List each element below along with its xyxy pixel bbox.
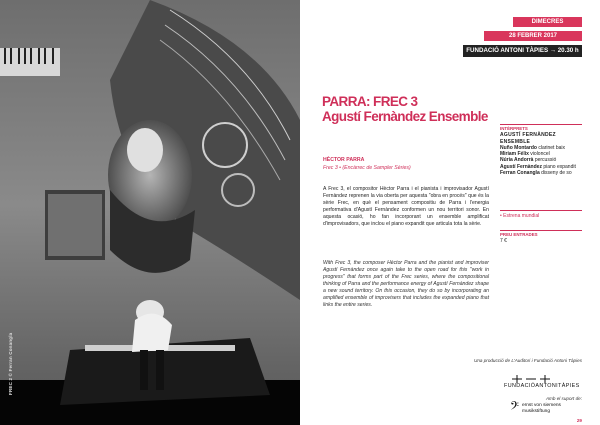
- bass-clef-icon: 𝄢: [510, 400, 520, 416]
- work-title: Frec 3 • (Encàrrec de Sampler Sèries): [323, 165, 411, 171]
- photo-credit: FREC 2 © Ferran Conangla: [8, 332, 13, 395]
- price-label: PREU ENTRADES: [500, 232, 538, 237]
- work-composer: HÈCTOR PARRA: [323, 157, 365, 163]
- sponsor-logo-text: [522, 403, 561, 415]
- member-role: piano expandit: [543, 163, 576, 170]
- page-number: 29: [576, 418, 582, 423]
- member-name: Agustí Fernàndez: [500, 163, 542, 170]
- member-role: disseny de so: [541, 170, 572, 177]
- member-role: violoncel: [530, 151, 550, 158]
- venue-time-badge: FUNDACIÓ ANTONI TÀPIES → 20.30 h: [463, 45, 582, 57]
- event-title-line1: PARRA: FREC 3: [322, 94, 418, 109]
- support-label: Amb el suport de:: [545, 396, 582, 401]
- date-badge: 28 FEBRER 2017: [484, 31, 582, 41]
- sponsor-line1: ernst von siemens: [522, 403, 561, 408]
- member-name: Ferran Conangla: [500, 170, 540, 177]
- production-credit: Una producció de L'Auditori i Fundació Antoni Tàpies: [474, 358, 582, 363]
- member-name: Núria Andorrà: [500, 157, 534, 164]
- performers-block: [500, 126, 582, 176]
- sponsor-line2: musikstiftung: [522, 409, 550, 414]
- member-name: Miriam Félix: [500, 151, 529, 158]
- price-block: [500, 232, 582, 245]
- premiere-note: • Estrena mundial: [500, 213, 540, 219]
- price-value: 7 €: [500, 238, 507, 245]
- member-name: Nuño Montardo: [500, 144, 537, 151]
- fundacio-tapies-name: FUNDACIÓANTONITÀPIES: [504, 383, 580, 389]
- member-role: percussió: [534, 157, 557, 164]
- performers-rule: [500, 124, 582, 125]
- event-title-line2: Agustí Fernàndez Ensemble: [322, 109, 488, 124]
- performers-label: INTÈRPRETS: [500, 126, 528, 131]
- description-english: With Frec 3, the composer Hèctor Parra and the pianist and improviser Agustí Fernàndez once again take to the open road for this "work in progress" that forms part of the Frec series, where the compositional thinking of Parra and the performance energy of Agustí Fernàndez shape a new sound territory. On this occasion, they do so by incorporating an amplified ensemble of improvisers that includes the expanded piano that links the entire series.: [323, 260, 489, 308]
- description-catalan: A Frec 3, el compositor Hèctor Parra i el pianista i improvisador Agustí Fernàndez reprenen la via oberta per aquesta "obra en procés" que és la sèrie Frec, en què el pensament compositiu de Parra i l'energia performativa d'Agustí Fernàndez conformen un nou territori sonor. En aquesta ocasió, ho fan incorporant un ensemble amplificat d'improvisadors, que inclou el piano expandit que articula tota la sèrie.: [323, 186, 489, 227]
- ensemble-name: AGUSTÍ FERNÀNDEZ ENSEMBLE: [500, 132, 556, 145]
- projected-keyboard: [0, 48, 60, 76]
- member-role: clarinet baix: [538, 144, 566, 151]
- price-rule: [500, 230, 582, 231]
- premiere-rule: [500, 210, 582, 211]
- member-item: [500, 170, 582, 176]
- weekday-badge: DIMECRES: [513, 17, 582, 27]
- event-title: [322, 94, 488, 124]
